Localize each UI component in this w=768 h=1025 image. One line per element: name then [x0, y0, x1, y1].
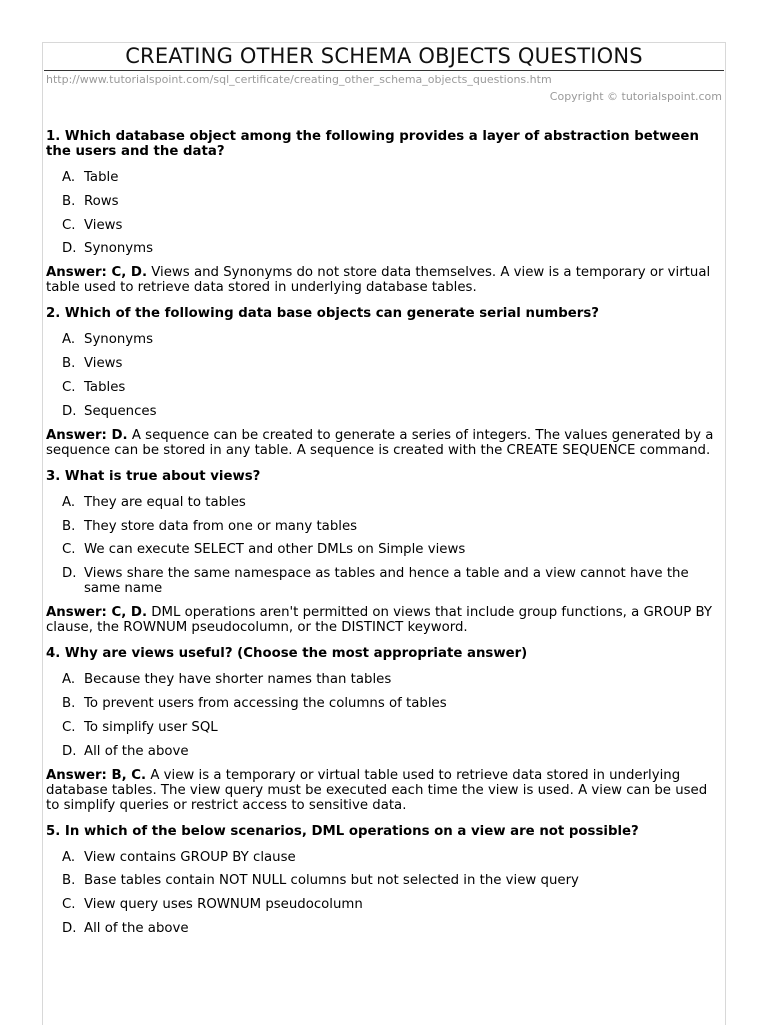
- option-item: [46, 897, 722, 912]
- option-item: [46, 696, 722, 711]
- option-text: View query uses ROWNUM pseudocolumn: [84, 897, 363, 913]
- options-list: [46, 850, 722, 936]
- option-letter: C.: [62, 897, 76, 913]
- option-item: [46, 519, 722, 534]
- copyright-notice: Copyright © tutorialspoint.com: [549, 90, 722, 103]
- answer-paragraph: [46, 265, 722, 295]
- question-text: 5. In which of the below scenarios, DML operations on a view are not possible?: [46, 823, 639, 839]
- option-letter: A.: [62, 849, 76, 865]
- answer-label: Answer: B, C.: [46, 767, 147, 783]
- option-item: [46, 542, 722, 557]
- option-item: [46, 566, 722, 596]
- option-text: They are equal to tables: [84, 494, 246, 510]
- option-text: They store data from one or many tables: [84, 518, 358, 534]
- answer-label: Answer: D.: [46, 427, 128, 443]
- option-letter: C.: [62, 719, 76, 735]
- option-item: [46, 170, 722, 185]
- option-text: Views: [84, 356, 123, 372]
- answer-text: A sequence can be created to generate a series of integers. The values generated by a sequence can be stored in any table. A sequence is created with the CREATE SEQUENCE command.: [46, 427, 714, 458]
- question-text: 4. Why are views useful? (Choose the most appropriate answer): [46, 646, 528, 662]
- option-text: Table: [84, 170, 119, 185]
- question-text: 1. Which database object among the following provides a layer of abstraction between the users and the data?: [46, 129, 699, 159]
- option-letter: B.: [62, 518, 76, 534]
- question-text: 3. What is true about views?: [46, 468, 261, 484]
- option-letter: C.: [62, 217, 76, 233]
- answer-text: Views and Synonyms do not store data themselves. A view is a temporary or virtual table used to retrieve data stored in underlying database tables.: [46, 265, 711, 296]
- answer-paragraph: [46, 428, 722, 458]
- option-item: [46, 672, 722, 687]
- answer-text: A view is a temporary or virtual table used to retrieve data stored in underlying database tables. The view query must be executed each time the view is used. A view can be used to simplify queries or restrict access to sensitive data.: [46, 767, 708, 813]
- option-text: All of the above: [84, 920, 189, 936]
- questions-content: [46, 129, 722, 945]
- source-url[interactable]: http://www.tutorialspoint.com/sql_certificate/creating_other_schema_objects_questions.htm: [46, 73, 552, 86]
- option-item: [46, 380, 722, 395]
- option-item: [46, 194, 722, 209]
- option-text: We can execute SELECT and other DMLs on Simple views: [84, 542, 466, 558]
- option-item: [46, 218, 722, 233]
- option-text: Base tables contain NOT NULL columns but not selected in the view query: [84, 873, 579, 889]
- option-letter: A.: [62, 332, 76, 348]
- option-letter: B.: [62, 356, 76, 372]
- option-text: Synonyms: [84, 332, 154, 348]
- answer-label: Answer: C, D.: [46, 605, 148, 621]
- option-letter: C.: [62, 542, 76, 558]
- option-item: [46, 332, 722, 347]
- page-title: CREATING OTHER SCHEMA OBJECTS QUESTIONS: [125, 44, 643, 68]
- option-text: View contains GROUP BY clause: [84, 849, 296, 865]
- option-text: Because they have shorter names than tables: [84, 672, 392, 688]
- option-text: Views share the same namespace as tables and hence a table and a view cannot have the same name: [84, 566, 689, 597]
- option-text: All of the above: [84, 743, 189, 759]
- option-item: [46, 495, 722, 510]
- answer-text: DML operations aren't permitted on views that include group functions, a GROUP BY clause, the ROWNUM pseudocolumn, or the DISTINCT keyword.: [46, 605, 713, 636]
- options-list: [46, 332, 722, 418]
- options-list: [46, 495, 722, 596]
- option-text: Rows: [84, 193, 119, 209]
- option-text: To prevent users from accessing the columns of tables: [84, 695, 447, 711]
- answer-paragraph: [46, 768, 722, 813]
- option-letter: D.: [62, 566, 77, 582]
- question-text: 2. Which of the following data base objects can generate serial numbers?: [46, 306, 599, 322]
- option-letter: A.: [62, 672, 76, 688]
- option-letter: B.: [62, 193, 76, 209]
- option-letter: B.: [62, 873, 76, 889]
- option-item: [46, 873, 722, 888]
- option-letter: C.: [62, 379, 76, 395]
- option-item: [46, 241, 722, 256]
- option-text: Views: [84, 217, 123, 233]
- option-text: Tables: [84, 379, 126, 395]
- title-divider: [44, 70, 724, 71]
- options-list: [46, 672, 722, 758]
- option-text: Synonyms: [84, 241, 154, 257]
- answer-paragraph: [46, 605, 722, 635]
- answer-label: Answer: C, D.: [46, 265, 148, 281]
- option-item: [46, 850, 722, 865]
- option-letter: D.: [62, 241, 77, 257]
- option-item: [46, 744, 722, 759]
- option-text: Sequences: [84, 403, 157, 419]
- option-item: [46, 720, 722, 735]
- document-page: [42, 42, 726, 1025]
- option-letter: D.: [62, 920, 77, 936]
- option-item: [46, 356, 722, 371]
- option-letter: A.: [62, 494, 76, 510]
- option-item: [46, 404, 722, 419]
- option-letter: D.: [62, 743, 77, 759]
- option-text: To simplify user SQL: [84, 719, 218, 735]
- options-list: [46, 170, 722, 256]
- option-letter: A.: [62, 170, 76, 185]
- option-item: [46, 921, 722, 936]
- option-letter: D.: [62, 403, 77, 419]
- option-letter: B.: [62, 695, 76, 711]
